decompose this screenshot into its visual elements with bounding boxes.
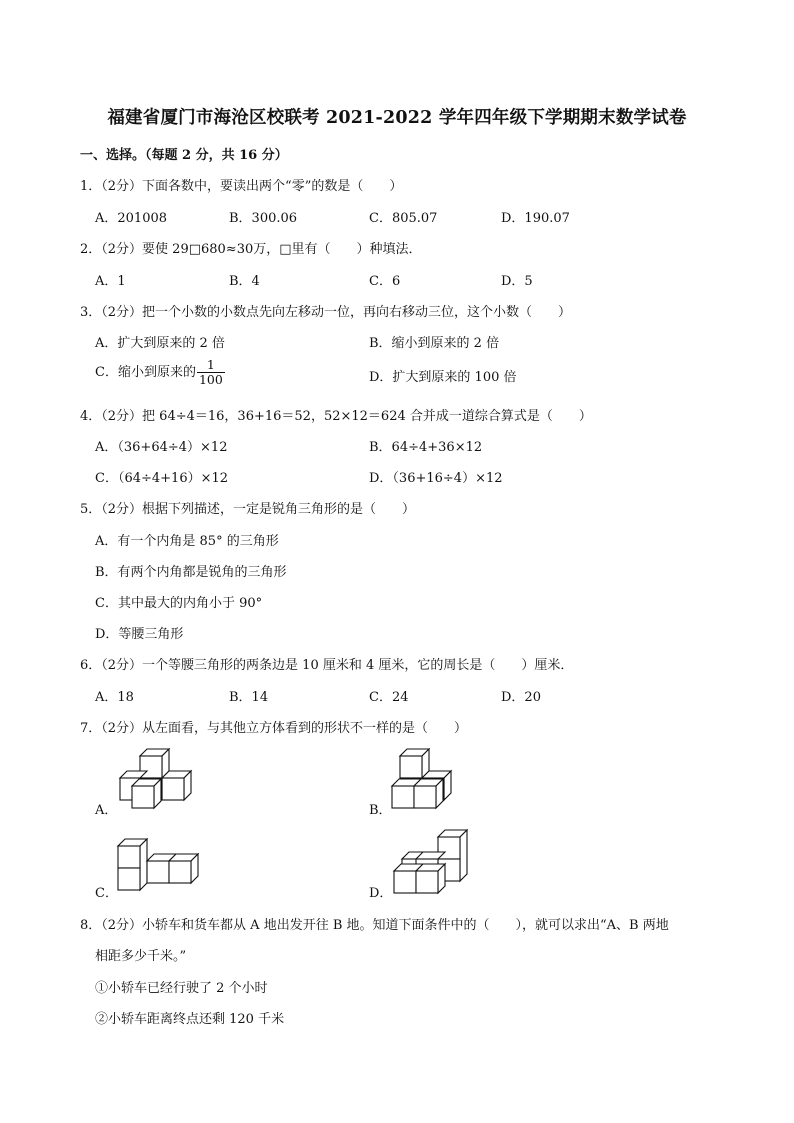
- q1-option-b[interactable]: B．300.06: [229, 211, 298, 226]
- q7-option-a-label[interactable]: A．: [95, 803, 118, 818]
- fraction-numerator: 1: [206, 357, 215, 372]
- q1-option-c[interactable]: C．805.07: [369, 211, 438, 226]
- q3-option-a[interactable]: A．扩大到原来的 2 倍: [95, 336, 225, 351]
- exam-title: 福建省厦门市海沧区校联考 2021-2022 学年四年级下学期期末数学试卷: [107, 108, 687, 128]
- q6-option-c[interactable]: C．24: [369, 690, 409, 705]
- question-5-stem: 5．（2分）根据下列描述，一定是锐角三角形的是（ ）: [80, 502, 416, 517]
- q3-option-b[interactable]: B．缩小到原来的 2 倍: [369, 336, 500, 351]
- section-heading: 一、选择。（每题 2 分，共 16 分）: [80, 148, 288, 163]
- q7-option-d-cubes[interactable]: [388, 829, 478, 895]
- q2-option-d[interactable]: D．5: [501, 274, 533, 289]
- q1-option-d[interactable]: D．190.07: [501, 211, 570, 226]
- q8-condition-2[interactable]: ②小轿车距离终点还剩 120 千米: [95, 1012, 285, 1027]
- q5-option-d[interactable]: D．等腰三角形: [95, 627, 184, 642]
- q4-option-d[interactable]: D．（36+16÷4）×12: [369, 471, 503, 486]
- q7-option-b-cubes[interactable]: [384, 748, 464, 810]
- q1-option-a[interactable]: A．201008: [95, 211, 168, 226]
- q3-option-c-text: C．缩小到原来的: [95, 365, 196, 380]
- q8-condition-1[interactable]: ①小轿车已经行驶了 2 个小时: [95, 981, 268, 996]
- q3-option-d[interactable]: D．扩大到原来的 100 倍: [369, 370, 517, 385]
- q6-option-d[interactable]: D．20: [501, 690, 541, 705]
- q6-option-b[interactable]: B．14: [229, 690, 269, 705]
- q7-option-b-label[interactable]: B．: [369, 803, 392, 818]
- q7-option-a-cubes[interactable]: [110, 748, 200, 810]
- q4-option-a[interactable]: A．（36+64÷4）×12: [95, 440, 228, 455]
- q7-option-d-label[interactable]: D．: [369, 886, 393, 901]
- q4-option-b[interactable]: B．64÷4+36×12: [369, 440, 483, 455]
- q2-option-a[interactable]: A．1: [95, 274, 126, 289]
- q7-option-c-label[interactable]: C．: [95, 886, 118, 901]
- question-8-stem-continued: 相距多少千米。”: [95, 949, 187, 964]
- q3-option-c[interactable]: [95, 358, 225, 387]
- q5-option-c[interactable]: C．其中最大的内角小于 90°: [95, 596, 263, 611]
- q2-option-b[interactable]: B．4: [229, 274, 260, 289]
- question-3-stem: 3．（2分）把一个小数的小数点先向左移动一位，再向右移动三位，这个小数（ ）: [80, 305, 572, 320]
- question-7-stem: 7．（2分）从左面看，与其他立方体看到的形状不一样的是（ ）: [80, 721, 468, 736]
- q7-option-c-cubes[interactable]: [116, 838, 216, 896]
- question-4-stem: 4．（2分）把 64÷4＝16，36+16＝52，52×12＝624 合并成一道综合算式是（ ）: [80, 409, 592, 424]
- question-2-stem: 2．（2分）要使 29□680≈30万，□里有（ ）种填法．: [80, 242, 422, 257]
- question-8-stem: 8．（2分）小轿车和货车都从 A 地出发开往 B 地。知道下面条件中的（ ），就可以求出“A、B 两地: [80, 918, 669, 933]
- question-6-stem: 6．（2分）一个等腰三角形的两条边是 10 厘米和 4 厘米，它的周长是（ ）厘米．: [80, 658, 574, 673]
- q5-option-a[interactable]: A．有一个内角是 85° 的三角形: [95, 534, 279, 549]
- q5-option-b[interactable]: B．有两个内角都是锐角的三角形: [95, 565, 287, 580]
- fraction-one-hundredth: [197, 358, 225, 387]
- q2-option-c[interactable]: C．6: [369, 274, 401, 289]
- fraction-denominator: 100: [198, 372, 223, 387]
- question-1-stem: 1．（2分）下面各数中，要读出两个“零”的数是（ ）: [80, 179, 403, 194]
- q6-option-a[interactable]: A．18: [95, 690, 134, 705]
- q4-option-c[interactable]: C．（64÷4+16）×12: [95, 471, 229, 486]
